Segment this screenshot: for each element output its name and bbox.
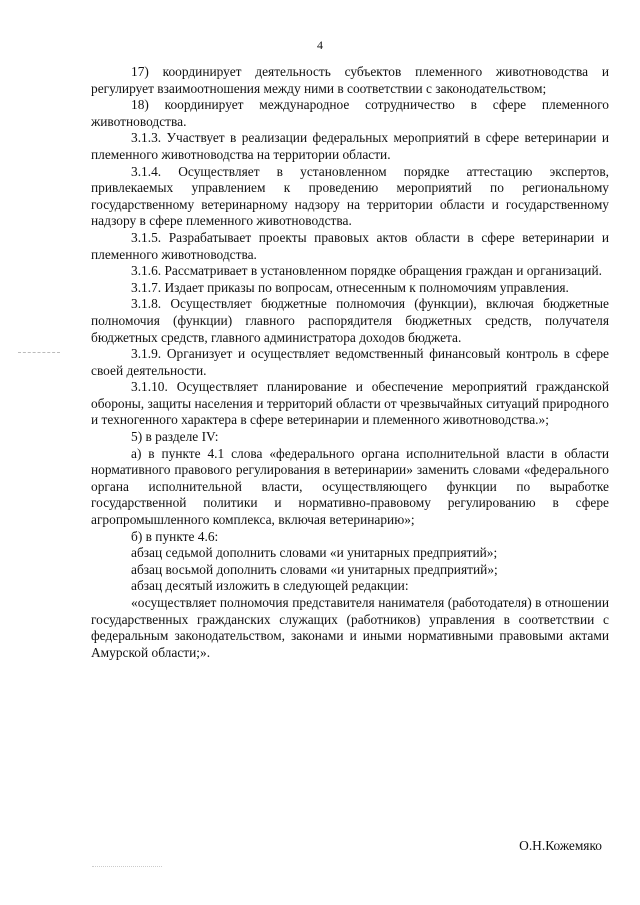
paragraph: 3.1.8. Осуществляет бюджетные полномочия (функции), включая бюджетные полномочия (функции) главного распорядителя бюджетных средств, получателя бюджетных средств, главного администратора доходов бюджета. xyxy=(91,296,609,345)
paragraph: абзац седьмой дополнить словами «и унитарных предприятий»; xyxy=(131,545,498,561)
page-number: 4 xyxy=(317,38,323,52)
paragraph: 3.1.6. Рассматривает в установленном порядке обращения граждан и организаций. xyxy=(131,263,602,279)
footer-mark xyxy=(92,866,162,867)
paragraph: б) в пункте 4.6: xyxy=(131,528,219,544)
margin-mark xyxy=(18,352,60,353)
paragraph: 3.1.4. Осуществляет в установленном порядке аттестацию экспертов, привлекаемых управлением к проведению мероприятий по региональному государственному ветеринарному надзору на территории области и государственному надзору в сфере племенного животноводства. xyxy=(91,163,609,229)
document-body xyxy=(91,64,609,661)
paragraph: 3.1.7. Издает приказы по вопросам, отнесенным к полномочиям управления. xyxy=(131,279,569,295)
paragraph: 3.1.3. Участвует в реализации федеральных мероприятий в сфере ветеринарии и племенного животноводства на территории области. xyxy=(91,130,609,162)
signature-name: О.Н.Кожемяко xyxy=(519,838,602,853)
paragraph: 5) в разделе IV: xyxy=(131,429,219,445)
paragraph: 18) координирует международное сотрудничество в сфере племенного животноводства. xyxy=(91,97,609,129)
paragraph: «осуществляет полномочия представителя нанимателя (работодателя) в отношении государственных гражданских служащих (работников) управления в соответствии с федеральным законодательством, законами и иными нормативными правовыми актами Амурской области;». xyxy=(91,595,609,660)
paragraph: 17) координирует деятельность субъектов племенного животноводства и регулирует взаимоотношения между ними в соответствии с законодательством; xyxy=(91,64,609,96)
paragraph: абзац десятый изложить в следующей редакции: xyxy=(131,578,409,594)
paragraph: 3.1.9. Организует и осуществляет ведомственный финансовый контроль в сфере своей деятельности. xyxy=(91,346,609,378)
paragraph: 3.1.5. Разрабатывает проекты правовых актов области в сфере ветеринарии и племенного животноводства. xyxy=(91,229,609,262)
paragraph: а) в пункте 4.1 слова «федерального органа исполнительной власти в области нормативного правового регулирования в ветеринарии» заменить словами «федерального органа исполнительной власти, осуществляющего функции по выработке государственной политики и нормативно-правовому регулированию в сфере агропромышленного комплекса, включая ветеринарию»; xyxy=(91,445,609,528)
paragraph: 3.1.10. Осуществляет планирование и обеспечение мероприятий гражданской обороны, защиты населения и территорий области от чрезвычайных ситуаций природного и техногенного характера в сфере ветеринарии и племенного животноводства.»; xyxy=(91,379,609,428)
paragraph: абзац восьмой дополнить словами «и унитарных предприятий»; xyxy=(131,561,498,577)
